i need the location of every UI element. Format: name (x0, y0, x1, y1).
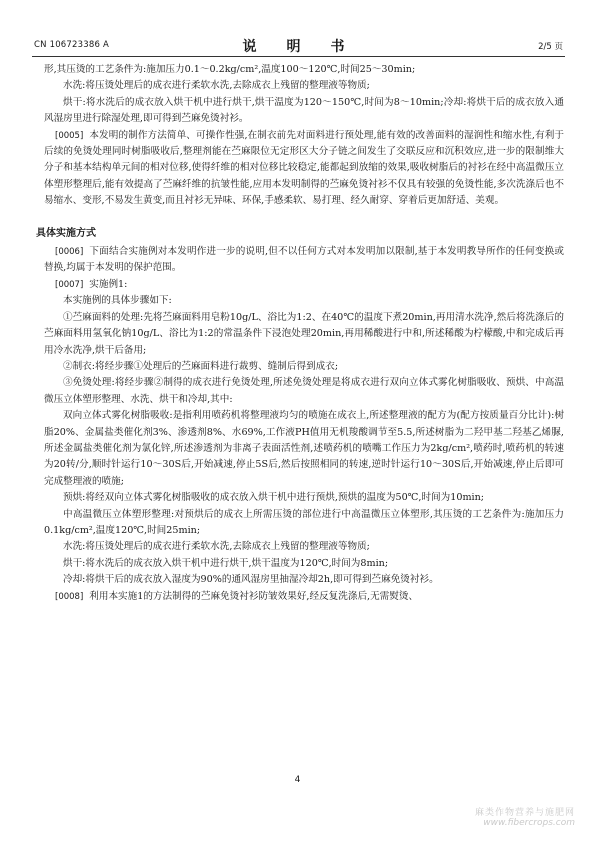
page-header (0, 0, 595, 55)
paragraph (44, 507, 564, 540)
paragraph-number: [0008] (55, 591, 84, 602)
page-number: 4 (294, 775, 301, 785)
paragraph-text: 下面结合实施例对本发明作进一步的说明,但不以任何方式对本发明加以限制,基于本发明教导所作的任何变换或替换,均属于本发明的保护范围。 (44, 246, 564, 274)
site-watermark (475, 805, 575, 828)
paragraph-text: ③免烫处理:将经步骤②制得的成衣进行免烫处理,所述免烫处理是将成衣进行双向立体式雾化树脂吸收、预烘、中高温微压立体塑形整理、水洗、烘干和冷却,其中: (44, 377, 564, 405)
paragraph-text: 双向立体式雾化树脂吸收:是指利用喷药机将整理液均匀的喷施在成衣上,所述整理液的配方为(配方按质量百分比计):树脂20%、金属盐类催化剂3%、渗透剂8%、水69%,工作液PH值用无机羧酸调节至5.5,所述树脂为二羟甲基二羟基乙烯脲,所述金属盐类催化剂为氯化锌,所述渗透剂为非离子表面活性剂,述喷药机的喷嘴工作压力为2kg/cm²,喷药时,喷药机的转速为20转/分,顺时针运行10～30S后,开始减速,停止5S后,然后按照相同的转速,逆时针运行10～30S后,开始减速,停止后即可完成整理液的喷施; (44, 410, 564, 487)
paragraph-text: 本实施例的具体步骤如下: (63, 295, 172, 307)
paragraph-number: [0006] (55, 247, 84, 258)
paragraph (44, 78, 564, 94)
numbered-paragraph (44, 589, 564, 605)
publication-number: CN 106723386 A (34, 40, 109, 50)
document-body (36, 62, 564, 605)
paragraph-text: 实施例1: (89, 278, 128, 290)
paragraph-number: [0005] (55, 130, 84, 141)
document-title: 说 明 书 (242, 39, 353, 55)
numbered-paragraph (44, 244, 564, 277)
paragraph (44, 408, 564, 490)
paragraph-text: 利用本实施1的方法制得的苎麻免烫衬衫防皱效果好,经反复洗涤后,无需熨烫、 (89, 590, 419, 602)
paragraph (44, 572, 564, 588)
paragraph (44, 556, 564, 572)
numbered-paragraph (44, 277, 564, 293)
paragraph (44, 310, 564, 359)
header-divider (32, 56, 565, 57)
paragraph (44, 539, 564, 555)
paragraph (44, 293, 564, 309)
paragraph-text: 形,其压烫的工艺条件为:施加压力0.1～0.2kg/cm²,温度100～120℃,时间25～30min; (44, 64, 416, 75)
watermark-site-name: 麻类作物营养与施肥网 (474, 808, 575, 818)
section-heading: 具体实施方式 (36, 227, 96, 239)
paragraph (44, 359, 564, 375)
paragraph-text: 冷却:将烘干后的成衣放入湿度为90%的通风湿房里抽湿冷却2h,即可得到苎麻免烫衬衫。 (63, 574, 439, 586)
page-indicator: 2/5 页 (538, 42, 563, 52)
paragraph-text: ②制衣:将经步骤①处理后的苎麻面料进行裁剪、缝制后得到成衣; (63, 360, 339, 372)
paragraph-text: ①苎麻面料的处理:先将苎麻面料用皂粉10g/L、浴比为1:2、在40℃的温度下煮20min,再用清水洗净,然后将洗涤后的苎麻面料用氢氧化钠10g/L、浴比为1:2的常温条件下浸泡处理20min,再用稀酸进行中和,所述稀酸为柠檬酸,中和完成后再用冷水洗净,烘干后备用; (44, 311, 564, 356)
paragraph (44, 490, 564, 506)
paragraph-text: 预烘:将经双向立体式雾化树脂吸收的成衣放入烘干机中进行预烘,预烘的温度为50℃,时间为10min; (63, 492, 485, 504)
paragraph (44, 375, 564, 408)
paragraph-text: 水洗:将压烫处理后的成衣进行柔软水洗,去除成衣上残留的整理液等物质; (63, 541, 370, 553)
paragraph-number: [0007] (55, 279, 84, 290)
paragraph-text: 本发明的制作方法简单、可操作性强,在制衣前先对面料进行预处理,能有效的改善面料的湿润性和缩水性,有利于后续的免烫处理同时树脂吸收后,整理剂能在苎麻限位无定形区大分子链之间发生了交联反应和沉积效应,进一步的限制维大分子和基本结构单元间的相对位移,使得纤维的相对位移比较稳定,能都起到放缩的效果,吸收树脂后的衬衫在经中高温微压立体塑形整理后,能有效提高了苎麻纤维的抗皱性能,应用本发明制得的苎麻免烫衬衫不仅具有较强的免烫性能,多次洗涤后也不易缩水、变形,不易发生黄变,而且衬衫无异味、环保,手感柔软、易打理、经久耐穿、穿着后更加舒适、美观。 (44, 129, 564, 207)
numbered-paragraph (44, 128, 564, 210)
paragraph (44, 62, 564, 78)
paragraph (44, 95, 564, 128)
paragraph-text: 烘干:将水洗后的成衣放入烘干机中进行烘干,烘干温度为120～150℃,时间为8～10min;冷却:将烘干后的成衣放入通风湿房里进行除湿处理,即可得到苎麻免烫衬衫。 (44, 96, 564, 125)
paragraph-text: 烘干:将水洗后的成衣放入烘干机中进行烘干,烘干温度为120℃,时间为8min; (63, 557, 389, 569)
watermark-url: www.fibercrops.com (483, 818, 575, 828)
paragraph-text: 水洗:将压烫处理后的成衣进行柔软水洗,去除成衣上残留的整理液等物质; (63, 80, 370, 92)
paragraph-text: 中高温微压立体塑形整理:对预烘后的成衣上所需压烫的部位进行中高温微压立体塑形,其压烫的工艺条件为:施加压力0.1kg/cm²,温度120℃,时间25min; (44, 508, 564, 536)
